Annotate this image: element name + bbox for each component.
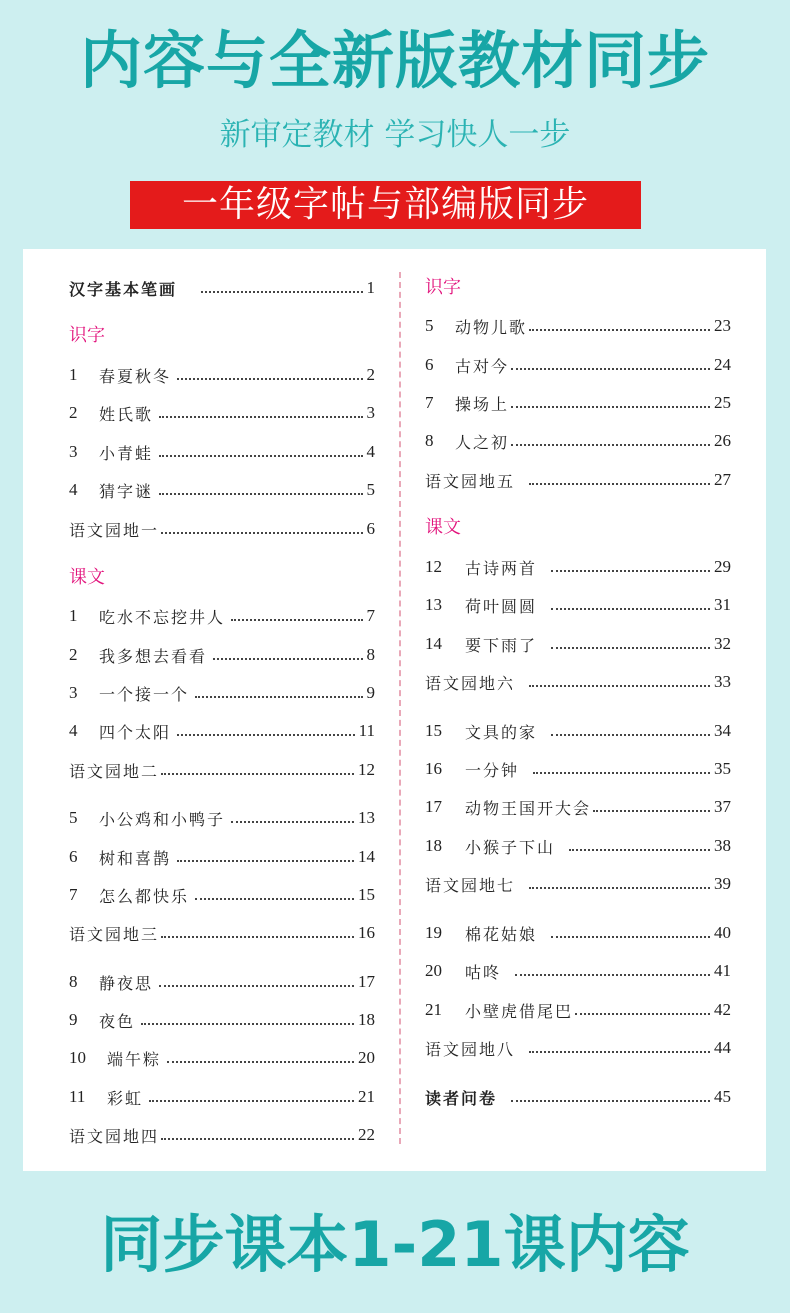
toc-entry-survey (425, 1084, 731, 1110)
lesson-number: 10 (69, 1048, 86, 1067)
toc-entry (69, 718, 375, 744)
page-title: 内容与全新版教材同步 (79, 24, 710, 97)
toc-entry-garden (69, 1122, 375, 1148)
toc-entry-title: 咕咚 (465, 962, 502, 982)
toc-entry-page: 33 (714, 672, 731, 691)
section-heading-kewen: 课文 (425, 517, 461, 538)
lesson-number: 2 (69, 645, 78, 664)
lesson-number: 12 (425, 557, 442, 576)
lesson-number: 1 (69, 365, 78, 384)
toc-entry-page: 2 (366, 365, 375, 384)
toc-entry-page: 15 (358, 885, 375, 904)
leader-dots (569, 849, 710, 851)
toc-entry-title: 一分钟 (465, 760, 520, 780)
toc-entry-page: 8 (366, 645, 375, 664)
toc-entry-title: 语文园地一 (69, 520, 160, 540)
leader-dots (551, 734, 710, 736)
toc-entry-title: 吃水不忘挖井人 (99, 607, 226, 627)
toc-entry-title: 小壁虎借尾巴 (465, 1001, 574, 1021)
toc-entry-page: 27 (714, 470, 731, 489)
toc-entry-title: 小公鸡和小鸭子 (99, 809, 226, 829)
toc-entry (425, 352, 731, 378)
toc-entry-page: 34 (714, 721, 731, 740)
toc-entry-page: 1 (366, 278, 375, 297)
toc-entry-garden (425, 467, 731, 493)
toc-entry-page: 6 (366, 519, 375, 538)
lesson-number: 21 (425, 1000, 442, 1019)
toc-entry-page: 3 (366, 403, 375, 422)
leader-dots (161, 936, 354, 938)
leader-dots (511, 406, 710, 408)
lesson-number: 5 (69, 808, 78, 827)
lesson-number: 5 (425, 316, 434, 335)
leader-dots (529, 329, 710, 331)
page-subtitle: 新审定教材 学习快人一步 (219, 117, 571, 153)
toc-entry (69, 969, 375, 995)
toc-entry-title: 语文园地四 (69, 1126, 160, 1146)
toc-entry-intro (69, 275, 375, 301)
toc-entry-title: 动物王国开大会 (465, 798, 592, 818)
lesson-number: 8 (425, 431, 434, 450)
leader-dots (159, 985, 354, 987)
leader-dots (213, 658, 362, 660)
toc-entry-page: 22 (358, 1125, 375, 1144)
toc-entry-title: 语文园地六 (425, 673, 516, 693)
toc-entry-title: 静夜思 (99, 973, 154, 993)
toc-entry-title: 春夏秋冬 (99, 366, 172, 386)
toc-entry-title: 要下雨了 (465, 635, 538, 655)
lesson-number: 1 (69, 606, 78, 625)
toc-entry (69, 477, 375, 503)
toc-entry-page: 38 (714, 836, 731, 855)
toc-entry-garden (69, 757, 375, 783)
toc-entry-title: 语文园地七 (425, 875, 516, 895)
toc-entry-title: 四个太阳 (99, 722, 172, 742)
lesson-number: 6 (425, 355, 434, 374)
toc-entry-garden (425, 871, 731, 897)
toc-entry-title: 人之初 (455, 432, 510, 452)
toc-entry-page: 44 (714, 1038, 731, 1057)
leader-dots (161, 532, 362, 534)
toc-entry-page: 37 (714, 797, 731, 816)
toc-entry (69, 603, 375, 629)
leader-dots (511, 368, 710, 370)
lesson-number: 15 (425, 721, 442, 740)
toc-entry-page: 39 (714, 874, 731, 893)
lesson-number: 16 (425, 759, 442, 778)
toc-entry-page: 16 (358, 923, 375, 942)
toc-entry-page: 21 (358, 1087, 375, 1106)
leader-dots (593, 810, 710, 812)
lesson-number: 4 (69, 721, 78, 740)
toc-entry-page: 9 (366, 683, 375, 702)
leader-dots (141, 1023, 354, 1025)
toc-entry-title: 语文园地八 (425, 1039, 516, 1059)
leader-dots (551, 608, 710, 610)
toc-entry-title: 棉花姑娘 (465, 924, 538, 944)
toc-entry (69, 1084, 375, 1110)
toc-entry-title: 动物儿歌 (455, 317, 528, 337)
leader-dots (195, 898, 354, 900)
toc-entry (425, 794, 731, 820)
toc-entry-page: 11 (358, 721, 375, 740)
leader-dots (201, 291, 362, 293)
toc-entry (425, 631, 731, 657)
toc-entry-title: 树和喜鹊 (99, 848, 172, 868)
toc-entry-title: 读者问卷 (425, 1088, 498, 1108)
toc-entry (425, 313, 731, 339)
section-heading-shizi: 识字 (69, 325, 105, 346)
toc-entry-garden (425, 1035, 731, 1061)
toc-entry (69, 1045, 375, 1071)
lesson-number: 17 (425, 797, 442, 816)
lesson-number: 2 (69, 403, 78, 422)
leader-dots (195, 696, 362, 698)
toc-entry-page: 42 (714, 1000, 731, 1019)
toc-entry (69, 400, 375, 426)
lesson-number: 20 (425, 961, 442, 980)
toc-entry-title: 操场上 (455, 394, 510, 414)
toc-entry-title: 怎么都快乐 (99, 886, 190, 906)
toc-entry-page: 12 (358, 760, 375, 779)
lesson-number: 9 (69, 1010, 78, 1029)
lesson-number: 11 (69, 1087, 86, 1106)
toc-entry-page: 26 (714, 431, 731, 450)
sync-banner: 一年级字帖与部编版同步 (130, 181, 641, 229)
toc-entry-garden (69, 516, 375, 542)
lesson-number: 6 (69, 847, 78, 866)
lesson-number: 18 (425, 836, 442, 855)
toc-entry-title: 语文园地五 (425, 471, 516, 491)
leader-dots (177, 860, 354, 862)
toc-entry-title: 汉字基本笔画 (69, 279, 178, 299)
toc-entry (69, 680, 375, 706)
section-heading-shizi: 识字 (425, 277, 461, 298)
toc-entry-page: 14 (358, 847, 375, 866)
lesson-number: 14 (425, 634, 442, 653)
toc-entry (425, 554, 731, 580)
toc-entry (425, 997, 731, 1023)
toc-entry-page: 41 (714, 961, 731, 980)
leader-dots (231, 821, 354, 823)
toc-entry-page: 35 (714, 759, 731, 778)
toc-entry (425, 833, 731, 859)
toc-entry-page: 31 (714, 595, 731, 614)
leader-dots (161, 1138, 354, 1140)
toc-entry-page: 25 (714, 393, 731, 412)
toc-entry (69, 362, 375, 388)
toc-entry-title: 端午粽 (107, 1049, 162, 1069)
toc-entry-garden (425, 669, 731, 695)
toc-entry-page: 45 (714, 1087, 731, 1106)
section-heading-kewen: 课文 (69, 567, 105, 588)
toc-entry-title: 彩虹 (107, 1088, 144, 1108)
leader-dots (161, 773, 354, 775)
toc-entry (425, 718, 731, 744)
toc-entry-page: 20 (358, 1048, 375, 1067)
lesson-number: 4 (69, 480, 78, 499)
toc-entry-page: 29 (714, 557, 731, 576)
leader-dots (529, 685, 710, 687)
toc-entry-title: 古对今 (455, 356, 510, 376)
leader-dots (515, 974, 710, 976)
leader-dots (177, 378, 362, 380)
toc-entry-title: 荷叶圆圆 (465, 596, 538, 616)
leader-dots (177, 734, 355, 736)
toc-entry-page: 7 (366, 606, 375, 625)
toc-entry (69, 805, 375, 831)
toc-entry-title: 夜色 (99, 1011, 136, 1031)
toc-entry-title: 我多想去看看 (99, 646, 208, 666)
leader-dots (529, 483, 710, 485)
toc-entry-title: 文具的家 (465, 722, 538, 742)
lesson-number: 19 (425, 923, 442, 942)
leader-dots (551, 936, 710, 938)
lesson-number: 8 (69, 972, 78, 991)
lesson-number: 7 (69, 885, 78, 904)
leader-dots (149, 1100, 354, 1102)
toc-entry-title: 语文园地二 (69, 761, 160, 781)
toc-entry-page: 24 (714, 355, 731, 374)
toc-entry-page: 13 (358, 808, 375, 827)
leader-dots (167, 1061, 354, 1063)
lesson-number: 3 (69, 442, 78, 461)
column-divider (399, 272, 401, 1144)
leader-dots (159, 455, 362, 457)
lesson-number: 3 (69, 683, 78, 702)
bottom-title: 同步课本1-21课内容 (100, 1208, 690, 1281)
toc-entry (425, 428, 731, 454)
toc-entry-garden (69, 920, 375, 946)
toc-entry-page: 32 (714, 634, 731, 653)
leader-dots (575, 1013, 710, 1015)
lesson-number: 7 (425, 393, 434, 412)
toc-entry-title: 一个接一个 (99, 684, 190, 704)
toc-entry-title: 小猴子下山 (465, 837, 556, 857)
leader-dots (529, 1051, 710, 1053)
toc-entry-page: 40 (714, 923, 731, 942)
leader-dots (511, 1100, 710, 1102)
leader-dots (511, 444, 710, 446)
toc-entry-page: 4 (366, 442, 375, 461)
lesson-number: 13 (425, 595, 442, 614)
toc-entry (69, 844, 375, 870)
leader-dots (551, 647, 710, 649)
toc-entry (425, 958, 731, 984)
leader-dots (529, 887, 710, 889)
toc-entry-page: 17 (358, 972, 375, 991)
toc-entry (69, 882, 375, 908)
toc-entry-page: 18 (358, 1010, 375, 1029)
toc-entry-title: 古诗两首 (465, 558, 538, 578)
leader-dots (231, 619, 362, 621)
toc-entry-page: 23 (714, 316, 731, 335)
toc-entry (425, 592, 731, 618)
toc-entry (69, 642, 375, 668)
toc-entry-title: 语文园地三 (69, 924, 160, 944)
toc-entry (425, 756, 731, 782)
toc-entry-title: 猜字谜 (99, 481, 154, 501)
toc-entry (69, 439, 375, 465)
leader-dots (159, 493, 362, 495)
toc-entry-page: 5 (366, 480, 375, 499)
toc-entry-title: 姓氏歌 (99, 404, 154, 424)
leader-dots (159, 416, 362, 418)
toc-entry (69, 1007, 375, 1033)
leader-dots (533, 772, 710, 774)
leader-dots (551, 570, 710, 572)
toc-entry (425, 390, 731, 416)
toc-entry (425, 920, 731, 946)
toc-entry-title: 小青蛙 (99, 443, 154, 463)
